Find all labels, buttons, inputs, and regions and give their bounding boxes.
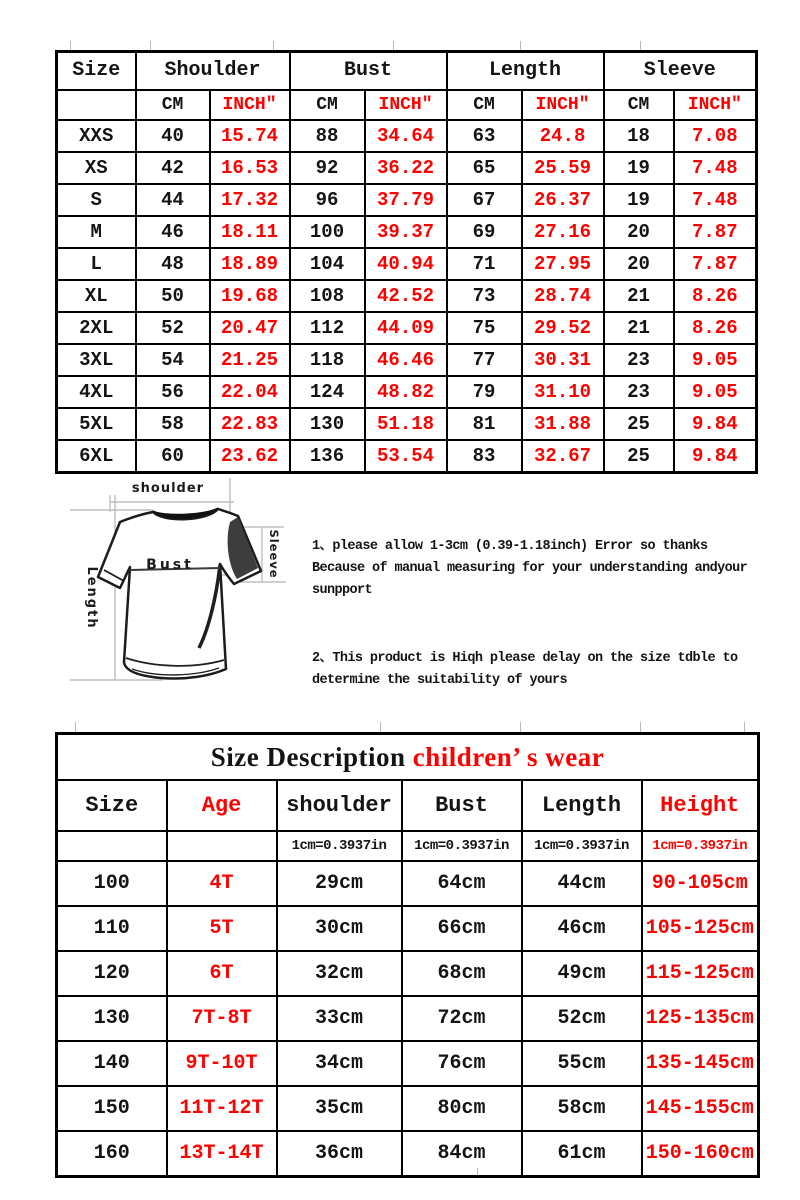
cell-length-in: 31.10 [522,376,604,408]
gridline-tick [640,41,641,50]
cell-sleeve-in: 9.84 [674,408,757,440]
note-line: determine the suitability of yours [312,673,568,688]
cell-length-cm: 75 [447,312,522,344]
cell-bust: 66cm [402,906,522,951]
cell-length-cm: 73 [447,280,522,312]
cell-bust: 64cm [402,861,522,906]
cell-bust-in: 48.82 [365,376,447,408]
cell-shoulder: 36cm [277,1131,402,1177]
cell-shoulder-in: 18.11 [210,216,290,248]
cell-size: L [57,248,136,280]
cell-length-in: 30.31 [522,344,604,376]
unit-cell-empty [57,90,136,120]
gridline-tick [393,41,394,50]
cell-shoulder: 29cm [277,861,402,906]
cell-shoulder-cm: 58 [136,408,210,440]
cell-size: 3XL [57,344,136,376]
cell-length: 52cm [522,996,642,1041]
cell-sleeve-in: 7.87 [674,248,757,280]
cell-sleeve-cm: 20 [604,248,674,280]
unit-inch: INCH″ [210,90,290,120]
cell-shoulder-cm: 54 [136,344,210,376]
cell-shoulder-in: 22.04 [210,376,290,408]
kids-size-row [57,996,759,1041]
col-header-shoulder: shoulder [277,780,402,831]
unit-inch: INCH″ [522,90,604,120]
kids-size-row [57,1041,759,1086]
cell-bust-in: 51.18 [365,408,447,440]
cell-age: 5T [167,906,277,951]
cell-bust-in: 44.09 [365,312,447,344]
cell-bust-in: 42.52 [365,280,447,312]
cell-height: 135-145cm [642,1041,759,1086]
cell-height: 90-105cm [642,861,759,906]
cell-size: S [57,184,136,216]
conversion-empty [57,831,167,861]
cell-length: 58cm [522,1086,642,1131]
col-header-height: Height [642,780,759,831]
cell-length-cm: 81 [447,408,522,440]
adult-size-row [57,312,757,344]
cell-length: 55cm [522,1041,642,1086]
gridline-tick [744,722,745,732]
cell-bust-in: 53.54 [365,440,447,473]
cell-length: 49cm [522,951,642,996]
cell-height: 105-125cm [642,906,759,951]
cell-sleeve-cm: 19 [604,152,674,184]
cell-height: 150-160cm [642,1131,759,1177]
col-header-age: Age [167,780,277,831]
diagram-label-length: Length [84,566,99,630]
adult-size-row [57,184,757,216]
col-header-bust: Bust [402,780,522,831]
conversion-empty [167,831,277,861]
cell-bust-cm: 112 [290,312,365,344]
cell-sleeve-in: 8.26 [674,280,757,312]
cell-shoulder: 34cm [277,1041,402,1086]
cell-bust: 68cm [402,951,522,996]
cell-shoulder-in: 22.83 [210,408,290,440]
unit-inch: INCH″ [674,90,757,120]
note-measuring-error [312,536,768,602]
cell-sleeve-cm: 18 [604,120,674,152]
cell-age: 7T-8T [167,996,277,1041]
note-line: 1、please allow 1-3cm (0.39-1.18inch) Error so thanks [312,539,708,554]
cell-size: 100 [57,861,167,906]
cell-size: 110 [57,906,167,951]
kids-size-table-section [55,732,760,1178]
note-size-table-advice [312,648,768,692]
cell-bust-cm: 100 [290,216,365,248]
cell-sleeve-cm: 21 [604,312,674,344]
cell-length-in: 24.8 [522,120,604,152]
kids-size-row [57,906,759,951]
cell-sleeve-in: 9.05 [674,344,757,376]
note-line: sunpport [312,583,373,598]
cell-shoulder-cm: 42 [136,152,210,184]
gridline-tick [150,41,151,50]
diagram-label-shoulder: shoulder [131,481,205,496]
cell-length: 61cm [522,1131,642,1177]
cell-bust-in: 37.79 [365,184,447,216]
adult-size-table-section [55,50,758,474]
cell-height: 115-125cm [642,951,759,996]
cell-bust: 80cm [402,1086,522,1131]
cell-size: 140 [57,1041,167,1086]
adult-unit-row [57,90,757,120]
cell-shoulder: 35cm [277,1086,402,1131]
col-header-bust: Bust [290,52,447,91]
cell-age: 9T-10T [167,1041,277,1086]
adult-size-row [57,248,757,280]
cell-shoulder: 32cm [277,951,402,996]
cell-bust-cm: 118 [290,344,365,376]
cell-sleeve-cm: 25 [604,408,674,440]
cell-size: XL [57,280,136,312]
cell-sleeve-cm: 21 [604,280,674,312]
cell-length-in: 27.16 [522,216,604,248]
cell-bust-in: 39.37 [365,216,447,248]
cell-length-cm: 63 [447,120,522,152]
cell-length-in: 29.52 [522,312,604,344]
note-line: Because of manual measuring for your understanding andyour [312,561,748,576]
unit-cm: CM [136,90,210,120]
cell-length-cm: 67 [447,184,522,216]
cell-size: 120 [57,951,167,996]
cell-age: 11T-12T [167,1086,277,1131]
col-header-shoulder: Shoulder [136,52,290,91]
cell-sleeve-in: 7.87 [674,216,757,248]
cell-bust-in: 34.64 [365,120,447,152]
gridline-tick [640,722,641,732]
title-text-red: children’ s wear [412,741,605,772]
cell-bust-cm: 108 [290,280,365,312]
cell-sleeve-in: 7.48 [674,152,757,184]
diagram-label-bust: Bust [146,557,194,573]
cell-sleeve-cm: 23 [604,344,674,376]
cell-shoulder-in: 18.89 [210,248,290,280]
cell-height: 125-135cm [642,996,759,1041]
note-line: 2、This product is Hiqh please delay on the size tdble to [312,651,738,666]
cell-sleeve-cm: 25 [604,440,674,473]
cell-shoulder-in: 21.25 [210,344,290,376]
cell-length: 46cm [522,906,642,951]
kids-size-row [57,1086,759,1131]
cell-age: 6T [167,951,277,996]
adult-size-row [57,440,757,473]
cell-bust-cm: 124 [290,376,365,408]
cell-shoulder-cm: 46 [136,216,210,248]
cell-bust-cm: 96 [290,184,365,216]
cell-bust-in: 36.22 [365,152,447,184]
cell-age: 13T-14T [167,1131,277,1177]
cell-shoulder-in: 19.68 [210,280,290,312]
cell-bust-cm: 88 [290,120,365,152]
cell-shoulder-cm: 60 [136,440,210,473]
cell-length-cm: 77 [447,344,522,376]
cell-sleeve-in: 8.26 [674,312,757,344]
cell-size: 4XL [57,376,136,408]
conversion-note: 1cm=0.3937in [402,831,522,861]
adult-size-row [57,152,757,184]
cell-shoulder-cm: 52 [136,312,210,344]
kids-table-title [57,734,759,781]
cell-length-in: 28.74 [522,280,604,312]
cell-bust: 76cm [402,1041,522,1086]
gridline-tick [520,722,521,732]
gridline-tick [520,41,521,50]
cell-length-cm: 69 [447,216,522,248]
adult-size-row [57,280,757,312]
cell-bust-cm: 104 [290,248,365,280]
cell-length-cm: 71 [447,248,522,280]
gridline-tick [380,722,381,732]
cell-length: 44cm [522,861,642,906]
cell-shoulder: 30cm [277,906,402,951]
conversion-note: 1cm=0.3937in [277,831,402,861]
cell-length-cm: 79 [447,376,522,408]
unit-cm: CM [290,90,365,120]
cell-size: 5XL [57,408,136,440]
cell-length-in: 32.67 [522,440,604,473]
cell-bust-in: 46.46 [365,344,447,376]
cell-shoulder-cm: 48 [136,248,210,280]
cell-bust-cm: 92 [290,152,365,184]
adult-size-row [57,120,757,152]
cell-size: 150 [57,1086,167,1131]
cell-shoulder-cm: 56 [136,376,210,408]
col-header-size: Size [57,780,167,831]
kids-size-table [55,732,760,1178]
adult-header-row [57,52,757,91]
cell-age: 4T [167,861,277,906]
cell-sleeve-in: 7.08 [674,120,757,152]
cell-shoulder-in: 17.32 [210,184,290,216]
cell-shoulder-in: 20.47 [210,312,290,344]
tshirt-drawing [98,508,261,679]
cell-sleeve-cm: 20 [604,216,674,248]
kids-size-row [57,951,759,996]
unit-inch: INCH″ [365,90,447,120]
kids-size-row [57,861,759,906]
cell-height: 145-155cm [642,1086,759,1131]
cell-sleeve-cm: 19 [604,184,674,216]
kids-size-row [57,1131,759,1177]
cell-size: XS [57,152,136,184]
gridline-tick [75,722,76,732]
cell-length-in: 27.95 [522,248,604,280]
cell-bust-in: 40.94 [365,248,447,280]
diagram-label-sleeve: Sleeve [267,529,281,579]
cell-size: 6XL [57,440,136,473]
cell-size: 130 [57,996,167,1041]
cell-sleeve-in: 9.05 [674,376,757,408]
cell-sleeve-in: 7.48 [674,184,757,216]
cell-bust-cm: 130 [290,408,365,440]
kids-conversion-row [57,831,759,861]
unit-cm: CM [604,90,674,120]
cell-bust-cm: 136 [290,440,365,473]
cell-length-in: 31.88 [522,408,604,440]
conversion-note: 1cm=0.3937in [522,831,642,861]
title-text-black: Size Description [210,741,406,772]
cell-shoulder-cm: 40 [136,120,210,152]
unit-cm: CM [447,90,522,120]
cell-sleeve-in: 9.84 [674,440,757,473]
col-header-size: Size [57,52,136,91]
adult-size-row [57,216,757,248]
adult-size-row [57,344,757,376]
cell-bust: 84cm [402,1131,522,1177]
cell-sleeve-cm: 23 [604,376,674,408]
cell-shoulder-in: 23.62 [210,440,290,473]
cell-size: M [57,216,136,248]
cell-shoulder-in: 15.74 [210,120,290,152]
gridline-tick [70,41,71,50]
gridline-tick [273,41,274,50]
cell-size: 160 [57,1131,167,1177]
adult-size-row [57,408,757,440]
cell-length-in: 26.37 [522,184,604,216]
cell-size: 2XL [57,312,136,344]
cell-shoulder-cm: 44 [136,184,210,216]
conversion-note: 1cm=0.3937in [642,831,759,861]
kids-header-row [57,780,759,831]
cell-shoulder: 33cm [277,996,402,1041]
col-header-length: Length [447,52,604,91]
cell-length-cm: 83 [447,440,522,473]
cell-shoulder-cm: 50 [136,280,210,312]
adult-size-table [55,50,758,474]
cell-bust: 72cm [402,996,522,1041]
cell-size: XXS [57,120,136,152]
cell-shoulder-in: 16.53 [210,152,290,184]
tshirt-measurement-diagram [58,472,320,712]
col-header-length: Length [522,780,642,831]
adult-size-row [57,376,757,408]
kids-table-title-row [57,734,759,781]
cell-length-cm: 65 [447,152,522,184]
cell-length-in: 25.59 [522,152,604,184]
col-header-sleeve: Sleeve [604,52,757,91]
